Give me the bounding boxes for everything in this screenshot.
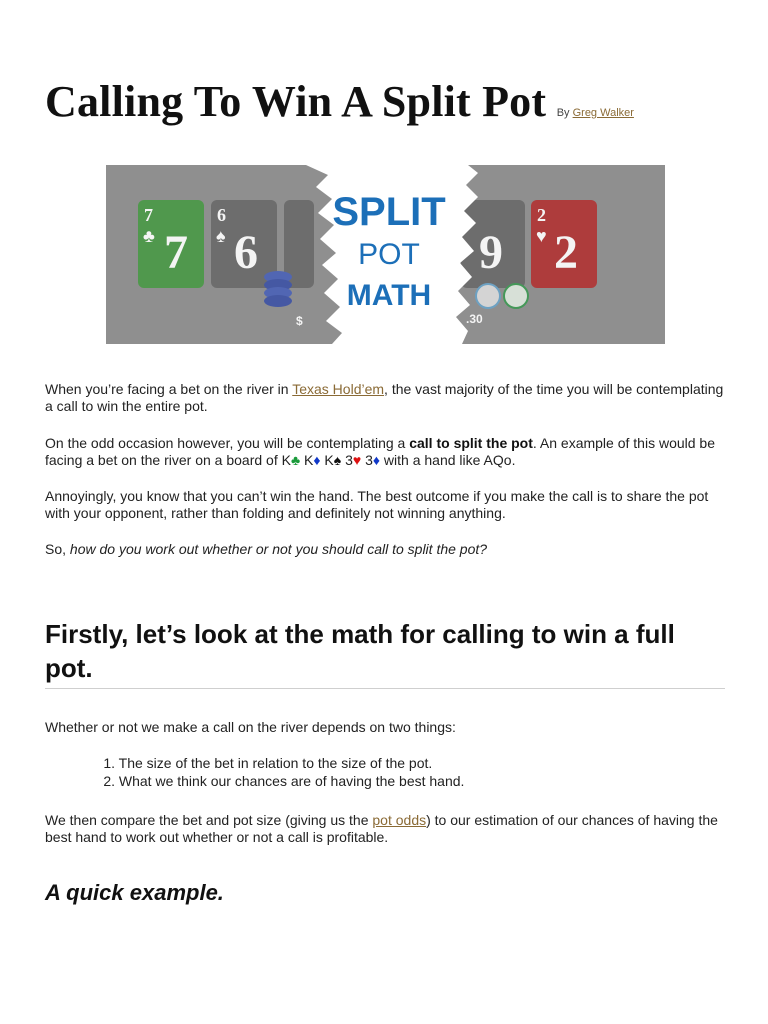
paragraph-intro [45, 381, 727, 415]
chip-amount-left: $ [296, 314, 303, 328]
diamond-icon: ♦ [313, 452, 321, 468]
heading-divider [45, 688, 725, 689]
italic-question: how do you work out whether or not you should call to split the pot? [69, 541, 488, 557]
paragraph-question [45, 541, 727, 558]
title-row [45, 76, 735, 127]
subheading-quick-example: A quick example. [45, 880, 224, 905]
chip-amount-right: .30 [466, 312, 483, 326]
list-number: 1. [103, 755, 115, 771]
card-2-rank: 2 [554, 226, 578, 279]
text-fragment: So, [45, 541, 70, 557]
spade-icon: ♠ [216, 226, 226, 246]
texas-holdem-link[interactable]: Texas Hold’em [292, 381, 385, 397]
paragraph-annoyingly: Annoyingly, you know that you can’t win the hand. The best outcome if you make the call is to share the pot with your opponent, rather than folding and definitely not winning anything. [45, 488, 709, 521]
banner-graphic [106, 165, 665, 344]
chip-icon [476, 284, 500, 308]
banner-text-pot: POT [358, 238, 420, 271]
paragraph-pot-odds [45, 812, 727, 846]
board-card-rank: 3 [365, 452, 373, 468]
list-number: 2. [103, 773, 115, 789]
list-item [95, 754, 464, 772]
paragraph-two-things: Whether or not we make a call on the river depends on two things: [45, 719, 456, 735]
card-7-rank: 7 [164, 226, 188, 279]
author-link[interactable]: Greg Walker [572, 107, 634, 119]
text-fragment: with a hand like AQo. [380, 452, 516, 468]
board-card-rank: 3 [345, 452, 353, 468]
byline [557, 107, 634, 119]
heart-icon: ♥ [536, 226, 547, 246]
list-item-text: The size of the bet in relation to the size of the pot. [118, 755, 433, 771]
board-card-rank: K [324, 452, 334, 468]
banner-text-split: SPLIT [332, 190, 446, 234]
spade-icon: ♠ [333, 452, 342, 468]
list-item-text: What we think our chances are of having the best hand. [118, 773, 465, 789]
card-2-corner-rank: 2 [537, 205, 546, 225]
ordered-list [95, 754, 464, 790]
card-6-rank: 6 [234, 226, 258, 279]
board-card-rank: K [304, 452, 314, 468]
text-fragment: On the odd occasion however, you will be contemplating a [45, 435, 410, 451]
pot-odds-link[interactable]: pot odds [372, 812, 427, 828]
diamond-icon: ♦ [372, 452, 381, 468]
chip-icon [504, 284, 528, 308]
section-heading: Firstly, let’s look at the math for calling to win a full pot. [45, 619, 675, 683]
heart-icon: ♥ [352, 452, 362, 468]
article-title: Calling To Win A Split Pot [45, 77, 547, 126]
chip-icon [264, 295, 292, 307]
text-fragment: . An example of this would be facing a bet on the river on a board of [45, 435, 715, 468]
club-icon: ♣ [290, 452, 301, 468]
article-banner-image [106, 165, 665, 344]
card-7-corner-rank: 7 [144, 205, 153, 225]
banner-text-math: MATH [346, 279, 432, 312]
bold-phrase: call to split the pot [409, 435, 533, 451]
club-icon: ♣ [143, 226, 155, 246]
text-fragment: , the vast majority of the time you will be contemplating a call to win the entire pot. [45, 381, 724, 414]
board-card-rank: K [281, 452, 291, 468]
list-item [95, 772, 464, 790]
card-9-rank: 9 [479, 226, 503, 279]
by-label: By [556, 107, 570, 119]
text-fragment: When you’re facing a bet on the river in [45, 381, 293, 397]
text-fragment: We then compare the bet and pot size (giving us the [45, 812, 373, 828]
board-cards [282, 452, 380, 468]
text-fragment: ) to our estimation of our chances of having the best hand to work out whether or not a call is profitable. [45, 812, 718, 845]
paragraph-split-example [45, 435, 727, 469]
card-6-corner-rank: 6 [217, 205, 226, 225]
